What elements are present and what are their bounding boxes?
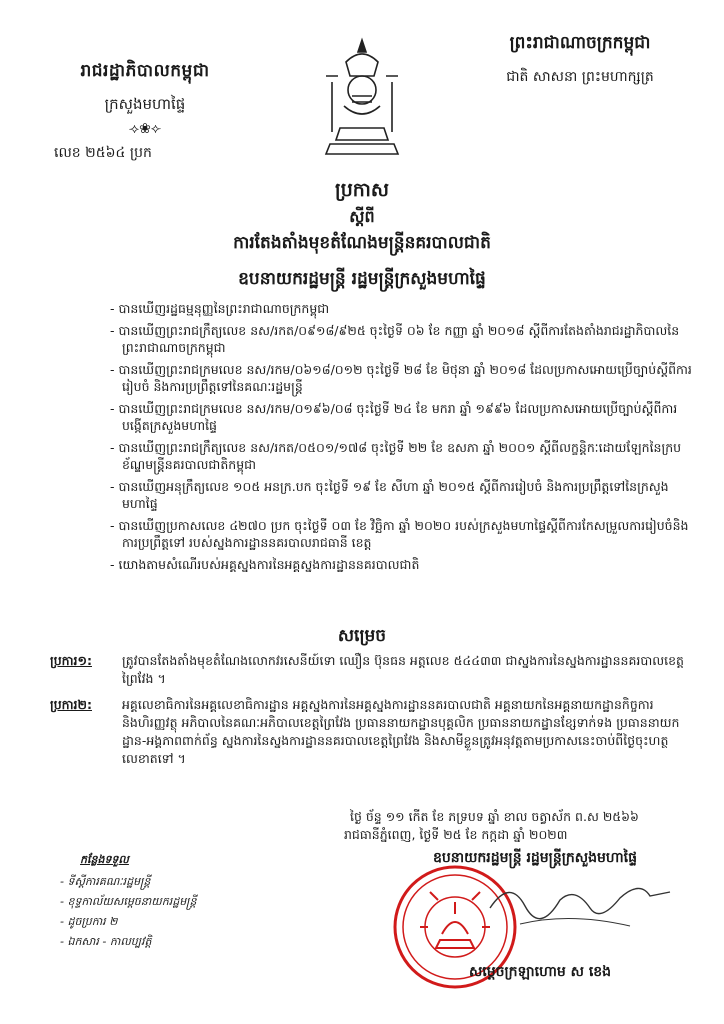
header-left [30, 60, 260, 164]
document-subject: ការតែងតាំងមុខតំណែងមន្ត្រីនគរបាលជាតិ [233, 233, 491, 253]
signer-title: ឧបនាយករដ្ឋមន្ត្រី រដ្ឋមន្ត្រីក្រសួងមហាផ្ទៃ [432, 850, 637, 866]
about-label: ស្តីពី [349, 207, 375, 226]
document-type: ប្រកាស [335, 179, 389, 201]
recipients-heading: កន្លែងទទួល [80, 853, 129, 866]
decision-heading: សម្រេច [337, 626, 387, 646]
handwritten-signature-icon [480, 868, 680, 938]
royal-emblem-icon [302, 32, 422, 162]
article-text: ត្រូវបានតែងតាំងមុខតំណែងលោកវរសេនីយ៍ទោ ឈឿន ប៊ុនធន អត្តលេខ ៥៤៤៣៣ ជាស្នងការនៃស្នងការដ្ឋាននគរបាលខេត្តព្រៃវែង ។ [122, 653, 684, 686]
consideration-item: - បានឃើញព្រះរាជក្រមលេខ នស/រកម/០៦១៨/០១២ ចុះថ្ងៃទី ២៨ ខែ មិថុនា ឆ្នាំ ២០១៨ ដែលប្រកាសអោយប្រើច្បាប់ស្តីពីការរៀបចំ និងការប្រព្រឹត្តទៅនៃគណៈរដ្ឋមន្ត្រី [110, 361, 700, 395]
recipients-block [60, 850, 320, 952]
recipient-item: - ទីស្តីការគណៈរដ្ឋមន្ត្រី [60, 872, 320, 892]
article-text: អគ្គលេខាធិការនៃអគ្គលេខាធិការដ្ឋាន អគ្គស្នងការនៃអគ្គស្នងការដ្ឋាននគរបាលជាតិ អគ្គនាយកនៃអគ្គនាយកដ្ឋានកិច្ចការ និងហិរញ្ញវត្ថុ អភិបាលនៃគណៈអភិបាលខេត្តព្រៃវែង ប្រធាននាយកដ្ឋានបុគ្គលិក ប្រធាននាយកដ្ឋានខ្សែទាក់ទង ប្រធាននាយកដ្ឋាន-អង្គភាពពាក់ព័ន្ធ ស្នងការនៃស្នងការដ្ឋាននគរបាលខេត្តព្រៃវែង និងសាមីខ្លួនត្រូវអនុវត្តតាមប្រកាសនេះចាប់ពីថ្ងៃចុះហត្ថលេខាតទៅ ។ [122, 697, 680, 766]
article-1 [50, 652, 700, 688]
consideration-item: - បានឃើញព្រះរាជក្រឹត្យលេខ នស/រកត/០៩១៨/៩២៥ ចុះថ្ងៃទី ០៦ ខែ កញ្ញា ឆ្នាំ ២០១៨ ស្តីពីការតែងតាំងរាជរដ្ឋាភិបាលនៃព្រះរាជាណាចក្រកម្ពុជា [110, 322, 700, 356]
considerations-list [110, 300, 700, 578]
recipients-list [60, 872, 320, 952]
consideration-item: - បានឃើញប្រកាសលេខ ៤២៧០ ប្រក ចុះថ្ងៃទី ០៣ ខែ វិច្ឆិកា ឆ្នាំ ២០២០ របស់ក្រសួងមហាផ្ទៃស្តីពីការកែសម្រួលការរៀបចំនិងការប្រព្រឹត្តទៅ របស់ស្នងការដ្ឋាននគរបាលរាជធានី ខេត្ត [110, 517, 700, 551]
ornament-divider: ⟢❀⟣ [128, 121, 162, 137]
reference-number: លេខ ២៥៦៤ ប្រក [54, 145, 152, 161]
kingdom-name: ព្រះរាជាណាចក្រកម្ពុជា [509, 33, 651, 53]
consideration-item: - បានឃើញព្រះរាជក្រឹត្យលេខ នស/រកត/០៥០១/១៧៨ ចុះថ្ងៃទី ២២ ខែ ឧសភា ឆ្នាំ ២០០១ ស្តីពីលក្ខន្តិកៈដោយឡែកនៃក្របខ័ណ្ឌមន្ត្រីនគរបាលជាតិកម្ពុជា [110, 439, 700, 473]
article-label: ប្រការ១: [50, 653, 92, 668]
header-right [460, 32, 700, 88]
date-block [330, 808, 690, 844]
consideration-item: - បានឃើញព្រះរាជក្រមលេខ នស/រកម/០១៩៦/០៨ ចុះថ្ងៃទី ២៤ ខែ មករា ឆ្នាំ ១៩៩៦ ដែលប្រកាសអោយប្រើច្បាប់ស្តីពីការបង្កើតក្រសួងមហាផ្ទៃ [110, 400, 700, 434]
issuing-authority: ឧបនាយករដ្ឋមន្ត្រី រដ្ឋមន្ត្រីក្រសួងមហាផ្ទៃ [238, 269, 486, 289]
national-motto: ជាតិ សាសនា ព្រះមហាក្សត្រ [506, 69, 654, 85]
consideration-item: - យោងតាមសំណើរបស់អគ្គស្នងការនៃអគ្គស្នងការដ្ឋាននគរបាលជាតិ [110, 556, 700, 573]
recipient-item: - ដូចប្រការ ២ [60, 912, 320, 932]
consideration-item: - បានឃើញអនុក្រឹត្យលេខ ១០៥ អនក្រ.បក ចុះថ្ងៃទី ១៩ ខែ សីហា ឆ្នាំ ២០១៥ ស្តីពីការរៀបចំ និងការប្រព្រឹត្តទៅនៃក្រសួងមហាផ្ទៃ [110, 478, 700, 512]
lunar-date: ថ្ងៃ ច័ន្ទ ១១ កើត ខែ ភទ្របទ ឆ្នាំ ខាល ចត្វាស័ក ព.ស ២៥៦៦ [350, 809, 639, 824]
solar-date: រាជធានីភ្នំពេញ, ថ្ងៃទី ២៥ ខែ កក្កដា ឆ្នាំ ២០២៣ [344, 827, 568, 842]
signer-name: សម្តេចក្រឡាហោម ស ខេង [468, 964, 612, 980]
recipient-item: - ឯកសារ - កាលប្បវត្តិ [60, 932, 320, 952]
government-name: រាជរដ្ឋាភិបាលកម្ពុជា [80, 61, 210, 81]
consideration-item: - បានឃើញរដ្ឋធម្មនុញ្ញនៃព្រះរាជាណាចក្រកម្ពុជា [110, 300, 700, 317]
recipient-item: - ខុទ្ទកាល័យសម្តេចនាយករដ្ឋមន្ត្រី [60, 892, 320, 912]
article-2 [50, 696, 700, 768]
article-label: ប្រការ២: [50, 697, 92, 712]
ministry-name: ក្រសួងមហាផ្ទៃ [104, 95, 186, 113]
